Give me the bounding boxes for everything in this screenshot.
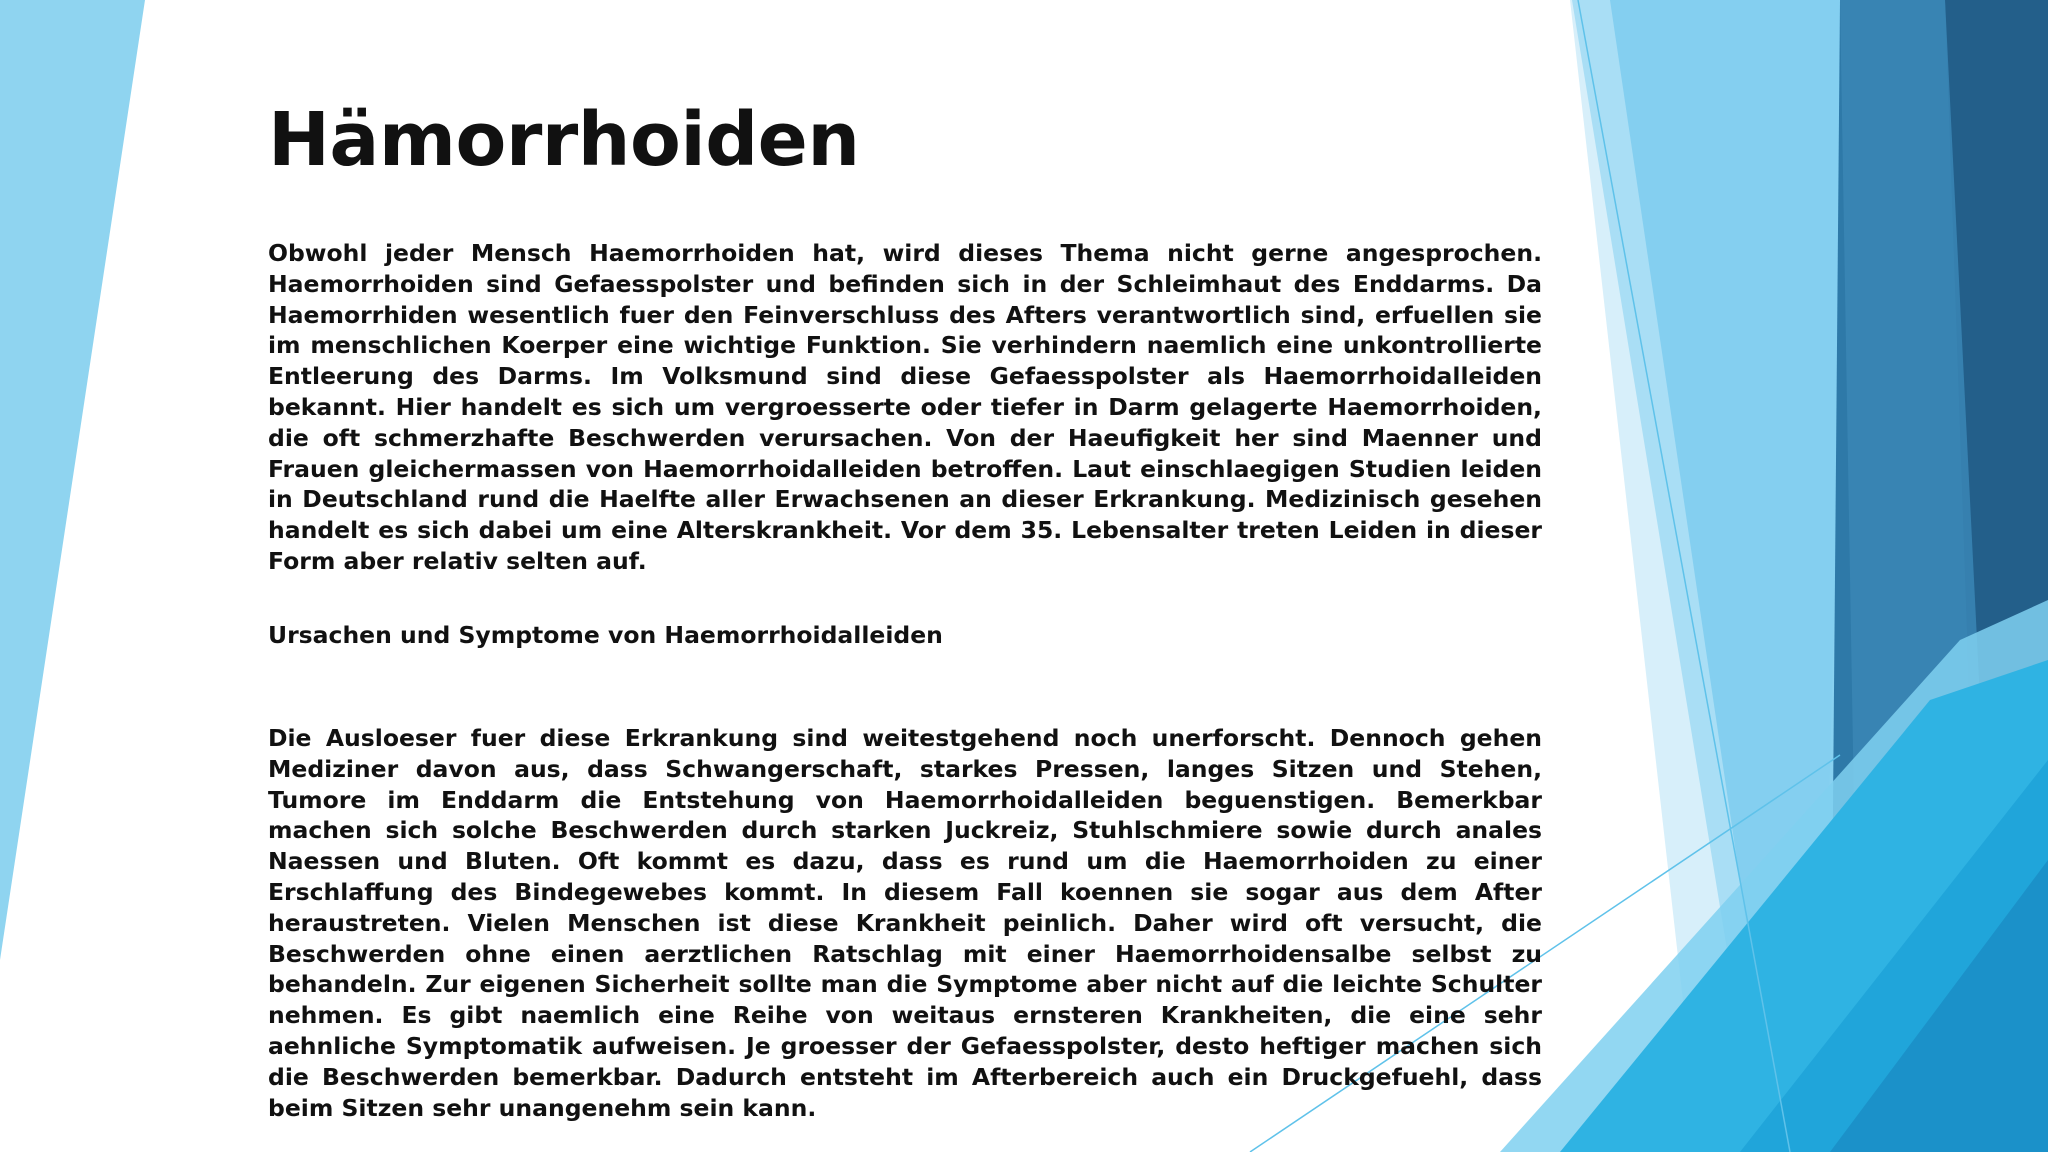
intro-paragraph: Obwohl jeder Mensch Haemorrhoiden hat, wird dieses Thema nicht gerne angesprochen. Haemorrhoiden sind Gefaesspolster und befinden sich in der Schleimhaut des Enddarms. Da Haemorrhiden wesentlich fuer den Feinverschluss des Afters verantwortlich sind, erfuellen sie im menschlichen Koerper eine wichtige Funktion. Sie verhindern naemlich eine unkontrollierte Entleerung des Darms. Im Volksmund sind diese Gefaesspolster als Haemorrhoidalleiden bekannt. Hier handelt es sich um vergroesserte oder tiefer in Darm gelagerte Haemorrhoiden, die oft schmerzhafte Beschwerden verursachen. Von der Haeufigkeit her sind Maenner und Frauen gleichermassen von Haemorrhoidalleiden betroffen. Laut einschlaegigen Studien leiden in Deutschland rund die Haelfte aller Erwachsenen an dieser Erkrankung. Medizinisch gesehen handelt es sich dabei um eine Alterskrankheit. Vor dem 35. Lebensalter treten Leiden in dieser Form aber relativ selten auf. xyxy=(268,239,1542,575)
left-blue-shape xyxy=(0,0,145,960)
section-subheading: Ursachen und Symptome von Haemorrhoidalleiden xyxy=(268,621,943,649)
causes-paragraph: Die Ausloeser fuer diese Erkrankung sind weitestgehend noch unerforscht. Dennoch gehen Mediziner davon aus, dass Schwangerschaft, starkes Pressen, langes Sitzen und Stehen, Tumore im Enddarm die Entstehung von Haemorrhoidalleiden beguenstigen. Bemerkbar machen sich solche Beschwerden durch starken Juckreiz, Stuhlschmiere sowie durch anales Naessen und Bluten. Oft kommt es dazu, dass es rund um die Haemorrhoiden zu einer Erschlaffung des Bindegewebes kommt. In diesem Fall koennen sie sogar aus dem After heraustreten. Vielen Menschen ist diese Krankheit peinlich. Daher wird oft versucht, die Beschwerden ohne einen aerztlichen Ratschlag mit einer Haemorrhoidensalbe selbst zu behandeln. Zur eigenen Sicherheit sollte man die Symptome aber nicht auf die leichte Schulter nehmen. Es gibt naemlich eine Reihe von weitaus ernsteren Krankheiten, die eine sehr aehnliche Symptomatik aufweisen. Je groesser der Gefaesspolster, desto heftiger machen sich die Beschwerden bemerkbar. Dadurch entsteht im Afterbereich auch ein Druckgefuehl, dass beim Sitzen sehr unangenehm sein kann. xyxy=(268,724,1542,1122)
slide-title: Hämorrhoiden xyxy=(268,97,860,183)
